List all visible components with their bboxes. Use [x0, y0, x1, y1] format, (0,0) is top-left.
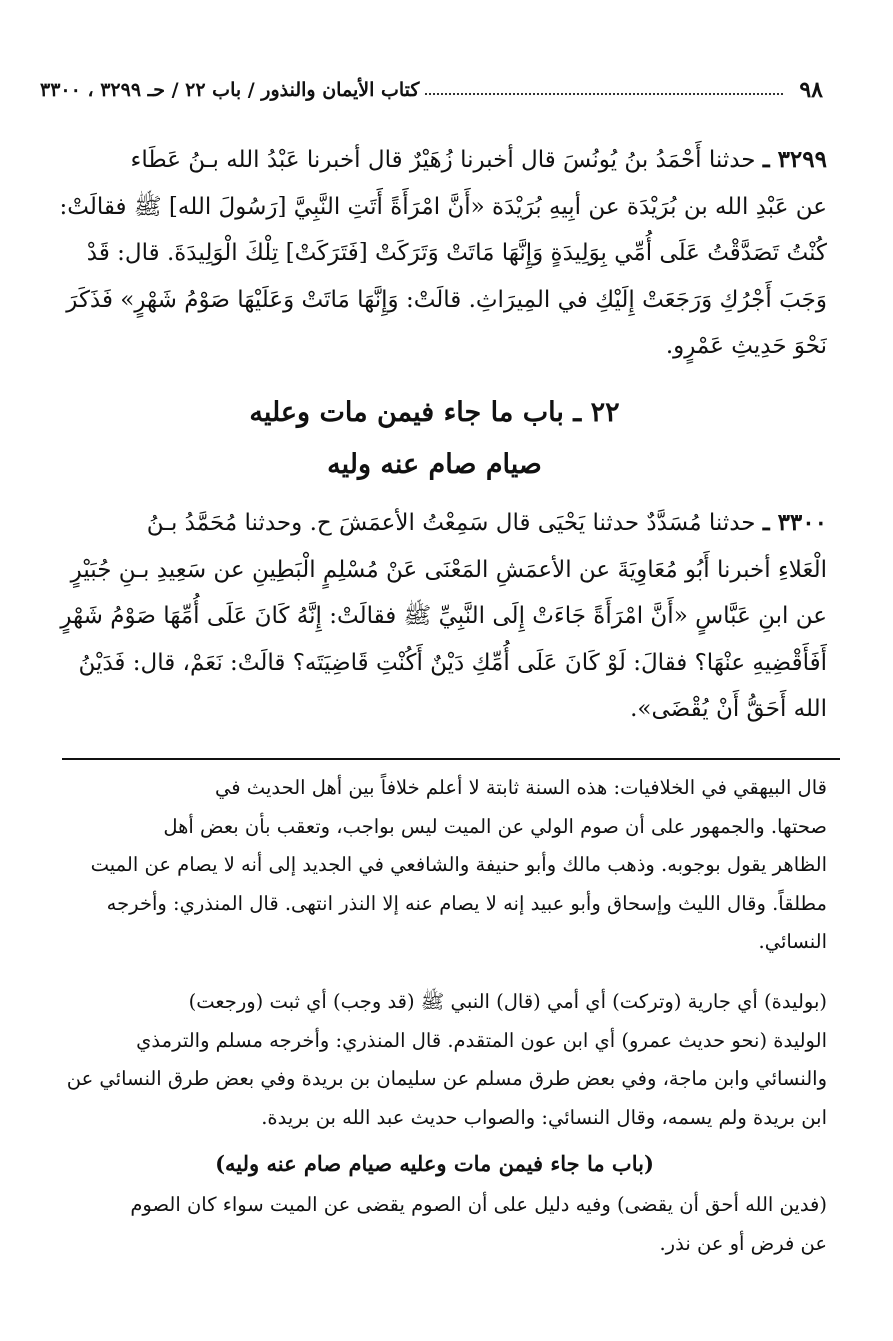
chapter-heading-continued: صيام صام عنه وليه	[327, 449, 542, 480]
footnote-divider	[62, 758, 840, 760]
note-line: النسائي.	[758, 930, 827, 953]
hadith-3300	[42, 500, 827, 733]
note-line: (فدين الله أحق أن يقضى) وفيه دليل على أن الصوم يقضى عن الميت سواء كان الصوم	[130, 1193, 827, 1216]
note-line: الوليدة (نحو حديث عمرو) أي ابن عون المتقدم. قال المنذري: وأخرجه مسلم والترمذي	[136, 1028, 827, 1052]
hadith-text: حدثنا مُسَدَّدٌ حدثنا يَحْيَى قال سَمِعْتُ الأعمَشَ ح. وحدثنا مُحَمَّدُ بـنُ	[146, 510, 756, 536]
commentary-subheading: (باب ما جاء فيمن مات وعليه صيام صام عنه وليه)	[215, 1151, 654, 1176]
hadith-line	[42, 137, 827, 184]
note-line: (بوليدة) أي جارية (وتركت) أي أمي (قال) النبي ﷺ (قد وجب) أي ثبت (ورجعت)	[188, 990, 827, 1013]
hadith-number: ٣٣٠٠ ـ	[762, 509, 827, 536]
commentary-note-3	[42, 1186, 827, 1263]
commentary-note-2	[42, 983, 827, 1137]
note-line: والنسائي وابن ماجة، وفي بعض طرق مسلم عن سليمان بن بريدة وفي بعض طرق النسائي عن	[66, 1067, 827, 1090]
chapter-heading: ٢٢ ـ باب ما جاء فيمن مات وعليه	[249, 397, 620, 428]
hadith-line: وَجَبَ أَجْرُكِ وَرَجَعَتْ إِلَيْكِ في المِيرَاثِ. قالَتْ: وَإِنَّهَا مَاتَتْ وَعَلَيْهَا صَوْمُ شَهْرٍ» فَذَكَرَ	[66, 286, 827, 313]
page-header	[40, 72, 823, 108]
hadith-line: كُنْتُ تَصَدَّقْتُ عَلَى أُمِّي بِوَلِيدَةٍ وَإِنَّهَا مَاتَتْ وَتَرَكَتْ [فَتَرَكَتْ] تِلْكَ الْوَلِيدَةَ. قال: قَدْ	[86, 240, 827, 266]
header-dotted-leader	[425, 85, 783, 95]
hadith-text: حدثنا أَحْمَدُ بنُ يُونُسَ قال أخبرنا زُهَيْرٌ قال أخبرنا عَبْدُ الله بـنُ عَطَاء	[130, 147, 756, 173]
note-line: صحتها. والجمهور على أن صوم الولي عن الميت ليس بواجب، وتعقب بأن بعض أهل	[163, 814, 827, 838]
running-title: كتاب الأيمان والنذور / باب ٢٢ / حـ ٣٢٩٩ ، ٣٣٠٠	[40, 79, 420, 101]
commentary-note-1	[42, 769, 827, 962]
hadith-line: الله أَحَقُّ أَنْ يُقْضَى».	[630, 696, 827, 722]
hadith-line: الْعَلاءِ أخبرنا أَبُو مُعَاوِيَةَ عن الأعمَشِ المَعْنَى عَنْ مُسْلِمٍ الْبَطِينِ عن سَعِيدِ بـنِ جُبَيْرٍ	[70, 556, 827, 583]
note-line: ابن بريدة ولم يسمه، وقال النسائي: والصواب حديث عبد الله بن بريدة.	[261, 1105, 827, 1129]
hadith-line	[42, 500, 827, 547]
note-line: مطلقاً. وقال الليث وإسحاق وأبو عبيد إنه لا يصام عنه إلا النذر انتهى. قال المنذري: وأخرجه	[106, 891, 827, 915]
note-line: قال البيهقي في الخلافيات: هذه السنة ثابتة لا أعلم خلافاً بين أهل الحديث في	[215, 776, 827, 799]
hadith-line: عن عَبْدِ الله بن بُرَيْدَة عن أبِيهِ بُرَيْدَة «أَنَّ امْرَأَةً أَتَتِ النَّبِيَّ [رَسُولَ الله] ﷺ فقالَتْ:	[59, 193, 827, 220]
hadith-number: ٣٢٩٩ ـ	[762, 146, 827, 173]
note-line: عن فرض أو عن نذر.	[659, 1231, 827, 1255]
hadith-line: عن ابنِ عَبَّاسٍ «أَنَّ امْرَأَةً جَاءَتْ إِلَى النَّبِيِّ ﷺ فقالَتْ: إِنَّهُ كَانَ عَلَى أُمِّهَا صَوْمُ شَهْرٍ	[60, 603, 827, 629]
hadith-3299	[42, 137, 827, 370]
note-line: الظاهر يقول بوجوبه. وذهب مالك وأبو حنيفة والشافعي في الجديد إلى أنه لا يصام عن الميت	[90, 853, 827, 876]
page-number: ٩٨	[799, 77, 823, 103]
hadith-line: نَحْوَ حَدِيثِ عَمْرٍو.	[665, 333, 827, 359]
hadith-line: أَفَأَقْضِيهِ عنْهَا؟ فقالَ: لَوْ كَانَ عَلَى أُمِّكِ دَيْنٌ أَكُنْتِ قَاضِيَتَه؟ قالَتْ: نَعَمْ، قال: فَدَيْنُ	[78, 649, 827, 676]
